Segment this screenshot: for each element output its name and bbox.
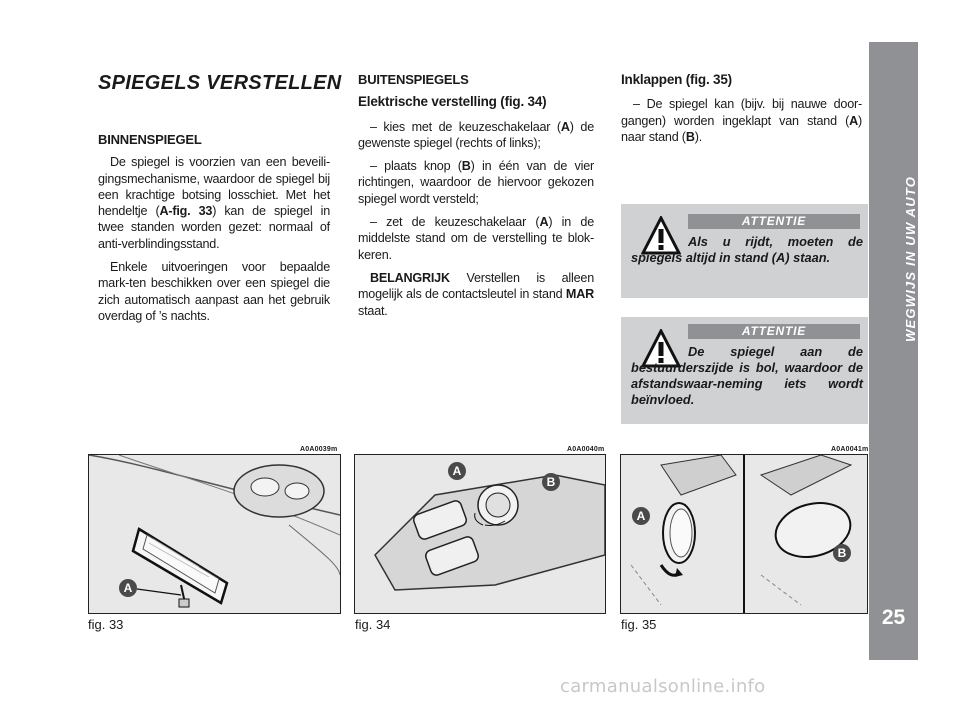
- page-number: 25: [881, 606, 906, 629]
- marker-a-fig34: A: [448, 462, 466, 480]
- figure-35-image: [620, 454, 868, 614]
- marker-a-fig35: A: [632, 507, 650, 525]
- section-title: [869, 42, 918, 342]
- section-title-text: WEGWIJS IN UW AUTO: [903, 175, 918, 342]
- marker-b-fig34: B: [542, 473, 560, 491]
- figure-code-34: A0A0040m: [567, 446, 605, 453]
- column-inklappen: [621, 72, 862, 152]
- step-1: – kies met de keuzeschakelaar (A) de gewenste spiegel (rechts of links);: [358, 119, 594, 150]
- warning-box-2: [621, 317, 868, 424]
- figure-34-image: [354, 454, 606, 614]
- warning-label-1: ATTENTIE: [688, 214, 860, 229]
- warning-text-1: Als u rijdt, moeten de spiegels altijd in stand (A) staan.: [631, 234, 863, 265]
- figure-33-image: [88, 454, 341, 614]
- important-note: BELANGRIJK Verstellen is alleen mogelijk als de contactsleutel in stand MAR staat.: [358, 270, 594, 318]
- warning-box-1: [621, 204, 868, 298]
- figure-code-33: A0A0039m: [300, 446, 338, 453]
- warning-label-2: ATTENTIE: [688, 324, 860, 339]
- paragraph-binnenspiegel-2: Enkele uitvoeringen voor bepaalde mark-ten beschikken over een spiegel die zich automatisch aanpast aan het gebruik overdag of ’s nachts.: [98, 260, 330, 323]
- figure-caption-35: fig. 35: [621, 617, 657, 632]
- step-2: – plaats knop (B) in één van de vier richtingen, waardoor de hiervoor gekozen spiegel wordt versteld;: [358, 159, 594, 206]
- warning-text-2: De spiegel aan de bestuurderszijde is bol, waardoor de afstandswaar-neming iets wordt beïnvloed.: [631, 344, 863, 407]
- marker-a-fig33: A: [119, 579, 137, 597]
- figure-caption-34: fig. 34: [355, 617, 391, 632]
- sidebar-section-tab: [869, 42, 918, 660]
- heading-binnenspiegel: BINNENSPIEGEL: [98, 132, 202, 147]
- paragraph-binnenspiegel-1: De spiegel is voorzien van een beveili-gingsmechanisme, waardoor de spiegel bij een krachtige botsing losschiet. Met het hendeltje (A-fig. 33) kan de spiegel in twee standen worden gezet: normaal of anti-verblindingsstand.: [98, 155, 330, 251]
- watermark: carmanualsonline.info: [560, 676, 766, 697]
- figure-caption-33: fig. 33: [88, 617, 124, 632]
- step-3: – zet de keuzeschakelaar (A) in de middelste stand om de verstelling te blok-keren.: [358, 215, 595, 262]
- column-buitenspiegels: [358, 72, 594, 326]
- subheading-elektrische-verstelling: Elektrische verstelling (fig. 34): [358, 94, 547, 110]
- subheading-inklappen: Inklappen (fig. 35): [621, 72, 732, 87]
- column-binnenspiegel: [98, 132, 330, 331]
- paragraph-inklappen: – De spiegel kan (bijv. bij nauwe door-gangen) worden ingeklapt van stand (A) naar stand (B).: [621, 97, 862, 144]
- heading-buitenspiegels: BUITENSPIEGELS: [358, 72, 469, 87]
- page-title: SPIEGELS VERSTELLEN: [98, 72, 342, 94]
- marker-b-fig35: B: [833, 544, 851, 562]
- figure-code-35: A0A0041m: [831, 446, 869, 453]
